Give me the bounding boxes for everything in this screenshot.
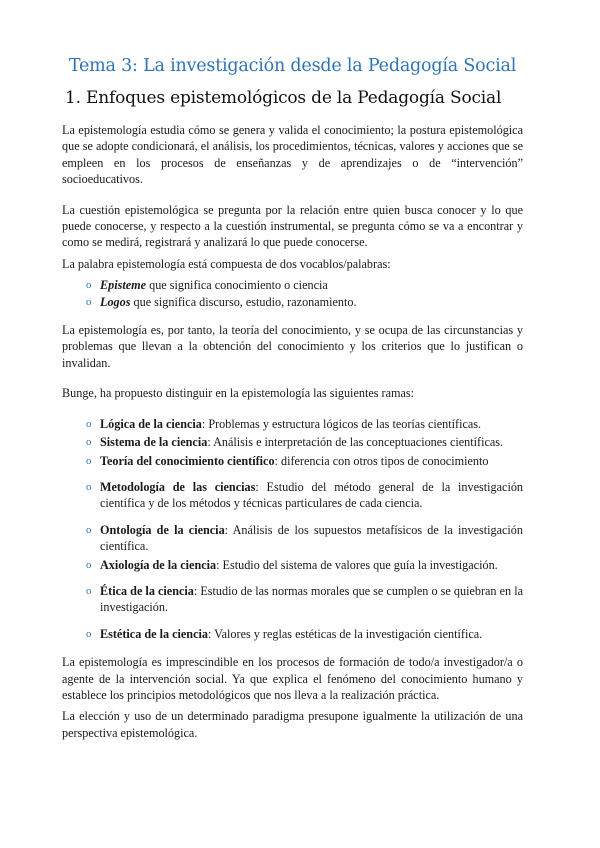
term: Estética de la ciencia xyxy=(100,626,208,641)
list-item xyxy=(86,557,523,573)
paragraph-6: La epistemología es imprescindible en los procesos de formación de todo/a investigador/a o agente de la intervención social. Ya que explica el fenómeno del conocimiento humano y establece los principios metodológicos que nos lleva a la realización práctica. xyxy=(62,655,523,702)
term: Logos xyxy=(100,294,131,309)
term: Episteme xyxy=(100,278,147,293)
term-description: que significa conocimiento o ciencia xyxy=(146,278,328,293)
paragraph-1: La epistemología estudia cómo se genera y valida el conocimiento; la postura epistemológica que se adopte condicionará, el análisis, los procedimientos, técnicas, valores y acciones que se empleen en los procesos de enseñanzas y de aprendizajes o de “intervención” socioeducativos. xyxy=(62,123,523,187)
section-heading: 1. Enfoques epistemológicos de la Pedagogía Social xyxy=(65,88,502,108)
paragraph-3: La palabra epistemología está compuesta de dos vocablos/palabras: xyxy=(62,256,391,271)
term: Ontología de la ciencia xyxy=(100,522,225,537)
vocablos-list xyxy=(62,277,523,310)
term: Metodología de las ciencias xyxy=(100,479,256,494)
paragraph-2: La cuestión epistemológica se pregunta por la relación entre quien busca conocer y lo que puede conocerse, y respecto a la cuestión instrumental, se pregunta cómo se va a encontrar y como se medirá, registrará y analizará lo que puede conocerse. xyxy=(62,202,523,250)
bullet-icon: o xyxy=(86,295,92,308)
term-description: : Estudio del método general de la investigación científica y de los métodos y técnicas particulares de cada ciencia. xyxy=(100,479,524,511)
term: Teoría del conocimiento científico xyxy=(100,453,275,468)
list-item xyxy=(86,416,523,432)
ramas-list xyxy=(62,416,523,642)
term-description: : Valores y reglas estéticas de la investigación científica. xyxy=(207,626,483,641)
list-item xyxy=(86,434,523,450)
bullet-icon: o xyxy=(86,627,92,640)
bullet-icon: o xyxy=(86,454,92,467)
term: Sistema de la ciencia xyxy=(100,435,208,450)
document-page xyxy=(62,56,523,746)
paragraph-5: Bunge, ha propuesto distinguir en la epistemología las siguientes ramas: xyxy=(62,386,415,401)
bullet-icon: o xyxy=(86,417,92,430)
term-description: : Análisis de los supuestos metafísicos de la investigación científica. xyxy=(100,522,523,554)
list-item xyxy=(86,479,523,512)
bullet-icon: o xyxy=(86,279,92,292)
list-item xyxy=(86,522,523,555)
bullet-icon: o xyxy=(86,558,92,571)
term-description: : Análisis e interpretación de las conceptuaciones científicas. xyxy=(207,435,504,450)
paragraph-4: La epistemología es, por tanto, la teoría del conocimiento, y se ocupa de las circunstancias y problemas que llevan a la obtención del conocimiento y los criterios que lo justifican o invalidan. xyxy=(62,323,523,370)
bullet-icon: o xyxy=(86,436,92,449)
list-item xyxy=(86,626,523,642)
term-description: : Problemas y estructura lógicos de las teorías científicas. xyxy=(201,416,482,431)
list-item xyxy=(86,294,523,310)
bullet-icon: o xyxy=(86,523,92,536)
page-title: Tema 3: La investigación desde la Pedagogía Social xyxy=(68,56,517,76)
list-item xyxy=(86,583,523,616)
term: Ética de la ciencia xyxy=(100,583,194,598)
term-description: : Estudio del sistema de valores que guía la investigación. xyxy=(216,557,498,572)
list-item xyxy=(86,277,523,293)
bullet-icon: o xyxy=(86,480,92,493)
term: Lógica de la ciencia xyxy=(100,416,202,431)
term-description: que significa discurso, estudio, razonamiento. xyxy=(130,294,357,309)
list-item xyxy=(86,453,523,469)
term-description: : Estudio de las normas morales que se cumplen o se quiebran en la investigación. xyxy=(100,583,523,615)
bullet-icon: o xyxy=(86,584,92,597)
term: Axiología de la ciencia xyxy=(100,557,217,572)
paragraph-7: La elección y uso de un determinado paradigma presupone igualmente la utilización de una perspectiva epistemológica. xyxy=(62,709,523,740)
term-description: : diferencia con otros tipos de conocimiento xyxy=(274,453,489,468)
